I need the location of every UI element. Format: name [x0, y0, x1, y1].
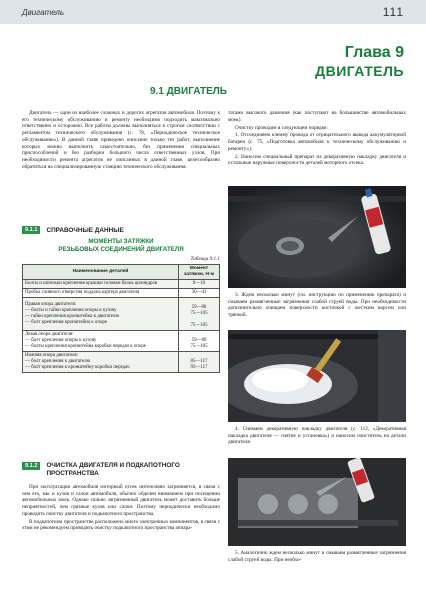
section-title: 9.1 ДВИГАТЕЛЬ: [150, 86, 227, 97]
torque-table: [22, 264, 220, 373]
table-cell: Левая опора двигателя: — болт крепления опоры к кузову — болты крепления кронштейна коробки передач к опоре: [23, 331, 179, 352]
page-header: [0, 0, 426, 24]
subsection-number: 9.1.1: [22, 226, 40, 234]
continued-text: татами высокого давления (как поступают на большинстве автомобильных моек).: [228, 110, 406, 123]
engine-brush-photo: [228, 330, 406, 422]
step-5-text: 5. Аналогично ждем несколько минут и смываем размягченные загрязнения слабой струей воды. При необхо-: [228, 550, 406, 563]
table-number: Таблица 9.1.1: [190, 256, 220, 262]
table-cell: 85—117 93—117: [179, 352, 220, 373]
right-intro-text: [228, 110, 406, 168]
chapter-title: ДВИГАТЕЛЬ: [315, 63, 404, 79]
table-row: [23, 331, 220, 352]
table-cell: 8—10: [179, 280, 220, 289]
subsection-number: 9.1.2: [22, 462, 40, 470]
page-number: 111: [382, 5, 404, 19]
subsection-cleaning: [22, 462, 196, 478]
table-cell: Нижняя опора двигателя: — болт крепления к двигателю — болт крепления к кронштейну коробки передач: [23, 352, 179, 373]
table-cell: Болты и шпильки крепления крышки головки блока цилиндров: [23, 280, 179, 289]
intro-paragraph: Двигатель — один из наиболее сложных и дорогих агрегатов автомобиля. Поэтому к его техническому обслуживанию и ремонту необходимо подходить максимально ответственно и осторожно. Все работы должны выполняться в строгом соответствии с регламентом технического обслуживания (с. 78, «Периодическое техническое обслуживание»). В данной главе приведено описание только тех работ, выполнение которых можно выполнить самостоятельно, без применения специальных приспособлений и без разборки большого числа ответственных узлов. При необходимости ремонта агрегатов не описанных в данной главе, целесообразно обратиться на специализированную станцию технического обслуживания.: [22, 110, 220, 170]
step-2-text: 2. Наносим специальный препарат на декоративную накладку двигателя и остальные наружные поверхности деталей моторного отсека.: [228, 153, 406, 167]
cleaning-paragraph-1: При эксплуатации автомобиля моторный отсек интенсивно загрязняется, в связи с чем его, как и кузов и салон автомобиля, обычно обделен вниманием при посещении автомобильных моек. Однако сильно загрязненный двигатель может доставить больше неприятностей, чем грязные кузов или салон. Поэтому периодически необходимо проводить очистку двигателя и подкапотного пространства.: [22, 484, 220, 517]
table-cell: 59—80 75—105: [179, 331, 220, 352]
cleaning-text: [22, 484, 220, 533]
table-title: [22, 238, 220, 254]
subsection-title: ОЧИСТКА ДВИГАТЕЛЯ И ПОДКАПОТНОГО ПРОСТРАНСТВА: [46, 462, 180, 477]
table-row: [23, 352, 220, 373]
step-3-caption: [228, 292, 406, 319]
engine-parts-photo: [228, 458, 406, 546]
step-5-caption: [228, 550, 406, 563]
engine-spray-photo: [228, 186, 406, 288]
table-title-line2: РЕЗЬБОВЫХ СОЕДИНЕНИЙ ДВИГАТЕЛЯ: [58, 246, 184, 253]
subsection-reference-data: [22, 226, 124, 234]
step-4-text: 4. Снимаем декоративную накладку двигателя (с. 112, «Декоративная накладка двигателя — снятие и установка») и наносим очиститель на детали двигателя.: [228, 426, 406, 446]
header-section: Двигатель: [22, 8, 65, 17]
table-cell: 30—41: [179, 289, 220, 298]
chapter-number: Глава 9: [344, 44, 404, 61]
order-text: Очистку проводим в следующем порядке:: [235, 124, 328, 131]
intro-text: [22, 110, 220, 172]
cleaning-paragraph-2: В подкапотном пространстве расположено много электронных компонентов, в связи с этим не рекомендуем проводить очистку подкапотного пространства аппара-: [22, 518, 220, 532]
table-header-torque: Момент затяжки, Н·м: [179, 265, 220, 280]
table-row: [23, 289, 220, 298]
table-cell: Пробка сливного отверстия поддона картера двигателя: [23, 289, 179, 298]
table-cell: 59—80 75—105 75—105: [179, 298, 220, 331]
step-4-caption: [228, 426, 406, 446]
step-3-text: 3. Ждем несколько минут (см. инструкцию по применению препарата) и смываем размягченные загрязнения слабой струей воды. При необходимости дополнительно очищаем поверхности кисточкой с жестким ворсом или тряпкой.: [228, 292, 406, 319]
table-title-line1: МОМЕНТЫ ЗАТЯЖКИ: [88, 238, 154, 245]
table-cell: Правая опора двигателя: — болты и гайки крепления опоры к кузову — гайки крепления кронштейна к двигателю — болт крепления кронштейна к опоре: [23, 298, 179, 331]
table-header-parts: Наименование деталей: [23, 265, 179, 280]
table-header-row: [23, 265, 220, 280]
subsection-title: СПРАВОЧНЫЕ ДАННЫЕ: [46, 226, 124, 234]
table-row: [23, 298, 220, 331]
table-row: [23, 280, 220, 289]
step-1-text: 1. Отсоединяем клемму провода от отрицательного вывода аккумуляторной батареи (с. 75, «Подготовка автомобиля к техническому обслуживанию и ремонту»).: [228, 132, 406, 152]
